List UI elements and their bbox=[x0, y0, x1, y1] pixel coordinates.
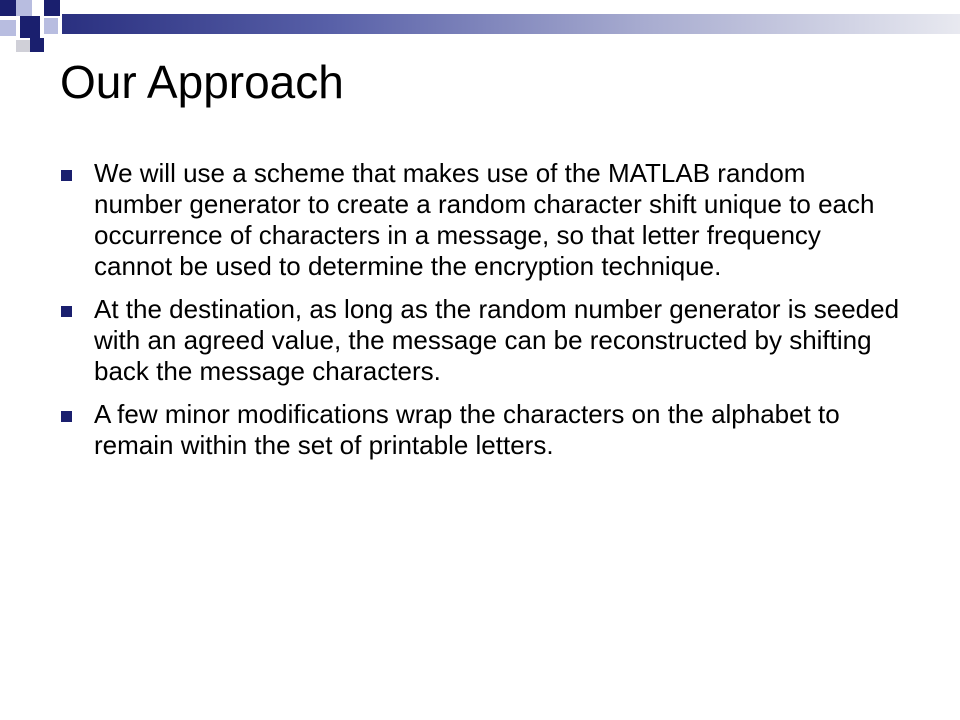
deco-square bbox=[44, 0, 60, 16]
square-bullet-icon bbox=[61, 411, 72, 422]
bullet-item bbox=[60, 399, 900, 461]
header-decoration bbox=[0, 0, 960, 60]
deco-square bbox=[20, 16, 40, 38]
deco-square bbox=[0, 20, 16, 36]
deco-square bbox=[16, 40, 30, 52]
square-bullet-icon bbox=[61, 170, 72, 181]
deco-square bbox=[0, 0, 16, 16]
bullet-item bbox=[60, 158, 900, 282]
bullet-item bbox=[60, 294, 900, 387]
deco-square bbox=[44, 18, 58, 34]
bullet-text: We will use a scheme that makes use of the MATLAB random number generator to create a random character shift unique to each occurrence of characters in a message, so that letter frequency cannot be used to determine the encryption technique. bbox=[94, 158, 875, 281]
bullet-list bbox=[60, 158, 900, 473]
deco-square bbox=[16, 0, 32, 16]
bullet-text: At the destination, as long as the random number generator is seeded with an agreed value, the message can be reconstructed by shifting back the message characters. bbox=[94, 294, 900, 386]
header-gradient-bar bbox=[62, 14, 960, 34]
bullet-text: A few minor modifications wrap the characters on the alphabet to remain within the set of printable letters. bbox=[94, 399, 840, 460]
deco-square bbox=[30, 38, 44, 52]
slide-title: Our Approach bbox=[60, 56, 344, 108]
square-bullet-icon bbox=[61, 306, 72, 317]
